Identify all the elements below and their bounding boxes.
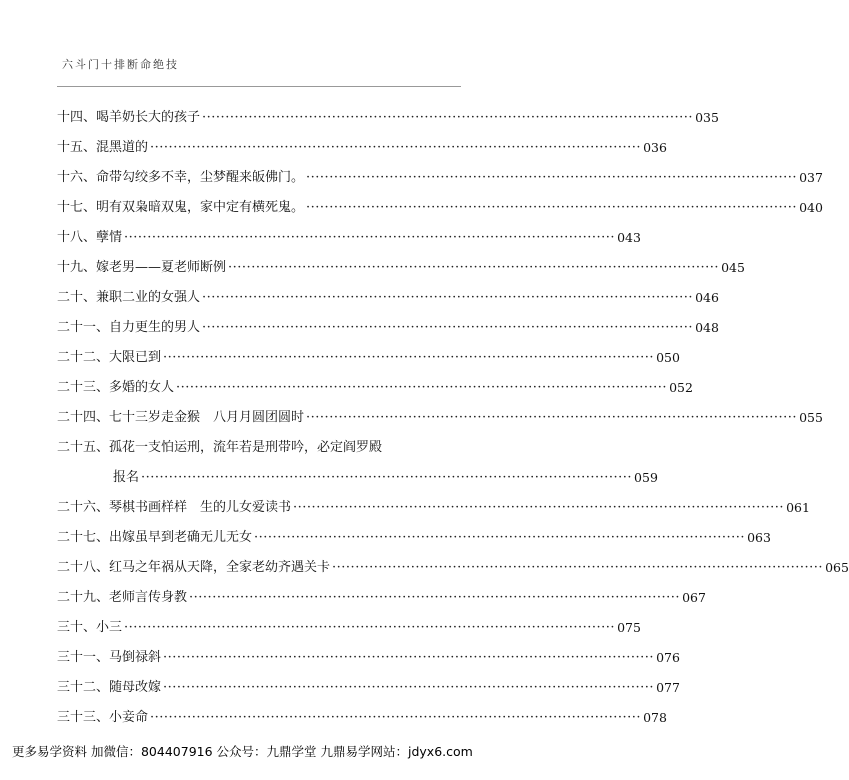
running-header: 六斗门十排断命绝技 [62,58,179,71]
toc-number: 二十四、 [57,410,110,425]
toc-page: 076 [656,650,680,665]
toc-number: 二十八、 [57,560,110,575]
toc-title: 兼职二业的女强人 [96,290,201,305]
toc-page: 065 [825,560,849,575]
toc-number: 三十三、 [57,710,110,725]
toc-page: 067 [682,590,706,605]
toc-number: 三十一、 [57,650,110,665]
toc-number: 二十三、 [57,380,110,395]
toc-title: 孤花一支怕运刑，流年若是刑带吟，必定阎罗殿 [109,440,383,455]
toc-page: 059 [634,470,658,485]
toc-leader [228,260,719,276]
toc-leader [306,170,797,186]
toc-leader [254,530,745,546]
toc-leader [163,650,654,666]
toc-row[interactable] [57,96,719,126]
toc-leader [150,140,641,156]
toc-row[interactable] [57,606,641,636]
toc-leader [141,470,632,486]
toc-title: 明有双枭暗双鬼，家中定有横死鬼。 [96,200,305,215]
toc-title: 马倒禄斜 [109,650,162,665]
toc-leader [306,200,797,216]
toc-leader [202,320,693,336]
toc-leader [293,500,784,516]
toc-number: 二十七、 [57,530,110,545]
toc-leader [332,560,823,576]
toc-page: 050 [656,350,680,365]
table-of-contents [57,96,849,726]
toc-row[interactable] [57,366,693,396]
toc-number: 十九、 [57,260,97,275]
toc-page: 043 [617,230,641,245]
toc-page: 035 [695,110,719,125]
toc-row[interactable] [57,186,823,216]
toc-leader [202,290,693,306]
toc-title: 红马之年祸从天降，全家老幼齐遇关卡 [109,560,331,575]
toc-row-continuation[interactable] [57,456,658,486]
toc-number: 二十二、 [57,350,110,365]
toc-row[interactable] [57,306,719,336]
header-rule [57,86,461,87]
toc-row[interactable] [57,396,823,426]
toc-number: 二十一、 [57,320,110,335]
toc-page: 040 [799,200,823,215]
toc-row[interactable] [57,636,680,666]
toc-number: 三十二、 [57,680,110,695]
toc-page: 048 [695,320,719,335]
toc-title: 嫁老男——夏老师断例 [96,260,227,275]
toc-number: 十四、 [57,110,97,125]
toc-page: 037 [799,170,823,185]
toc-row[interactable] [57,516,771,546]
toc-title: 报名 [113,470,140,485]
toc-number: 十五、 [57,140,97,155]
toc-title: 随母改嫁 [109,680,162,695]
toc-page: 052 [669,380,693,395]
toc-number: 十七、 [57,200,97,215]
toc-number: 十六、 [57,170,97,185]
toc-page: 077 [656,680,680,695]
toc-title: 小三 [96,620,123,635]
toc-title: 琴棋书画样样 生的儿女爱读书 [109,500,292,515]
toc-row[interactable] [57,426,461,456]
toc-title: 出嫁虽早到老确无儿无女 [109,530,253,545]
toc-leader [124,620,615,636]
toc-title: 自力更生的男人 [109,320,201,335]
toc-title: 混黑道的 [96,140,149,155]
toc-row[interactable] [57,156,823,186]
toc-page: 046 [695,290,719,305]
toc-row[interactable] [57,696,667,726]
toc-title: 小妾命 [109,710,149,725]
toc-row[interactable] [57,246,745,276]
toc-row[interactable] [57,486,810,516]
toc-row[interactable] [57,546,849,576]
toc-number: 二十九、 [57,590,110,605]
toc-page: 055 [799,410,823,425]
toc-page: 075 [617,620,641,635]
toc-title: 孽情 [96,230,123,245]
toc-row[interactable] [57,666,680,696]
toc-row[interactable] [57,216,641,246]
toc-leader [306,410,797,426]
toc-leader [189,590,680,606]
toc-number: 二十六、 [57,500,110,515]
toc-title: 七十三岁走金猴 八月月圆团圆时 [109,410,305,425]
toc-leader [124,230,615,246]
toc-leader [163,680,654,696]
toc-number: 三十、 [57,620,97,635]
toc-page: 063 [747,530,771,545]
toc-title: 大限已到 [109,350,162,365]
toc-leader [176,380,667,396]
toc-leader [150,710,641,726]
toc-row[interactable] [57,576,706,606]
toc-number: 十八、 [57,230,97,245]
toc-page: 078 [643,710,667,725]
watermark-footer: 更多易学资料 加微信：804407916 公众号：九鼎学堂 九鼎易学网站：jdyx6.com [12,744,473,759]
toc-leader [163,350,654,366]
toc-number: 二十、 [57,290,97,305]
toc-leader [202,110,693,126]
toc-page: 061 [786,500,810,515]
toc-title: 多婚的女人 [109,380,175,395]
toc-title: 命带勾绞多不幸，尘梦醒来皈佛门。 [96,170,305,185]
toc-page: 036 [643,140,667,155]
toc-page: 045 [721,260,745,275]
toc-number: 二十五、 [57,440,110,455]
toc-title: 老师言传身教 [109,590,188,605]
toc-row[interactable] [57,126,667,156]
toc-row[interactable] [57,336,680,366]
toc-title: 喝羊奶长大的孩子 [96,110,201,125]
toc-row[interactable] [57,276,719,306]
